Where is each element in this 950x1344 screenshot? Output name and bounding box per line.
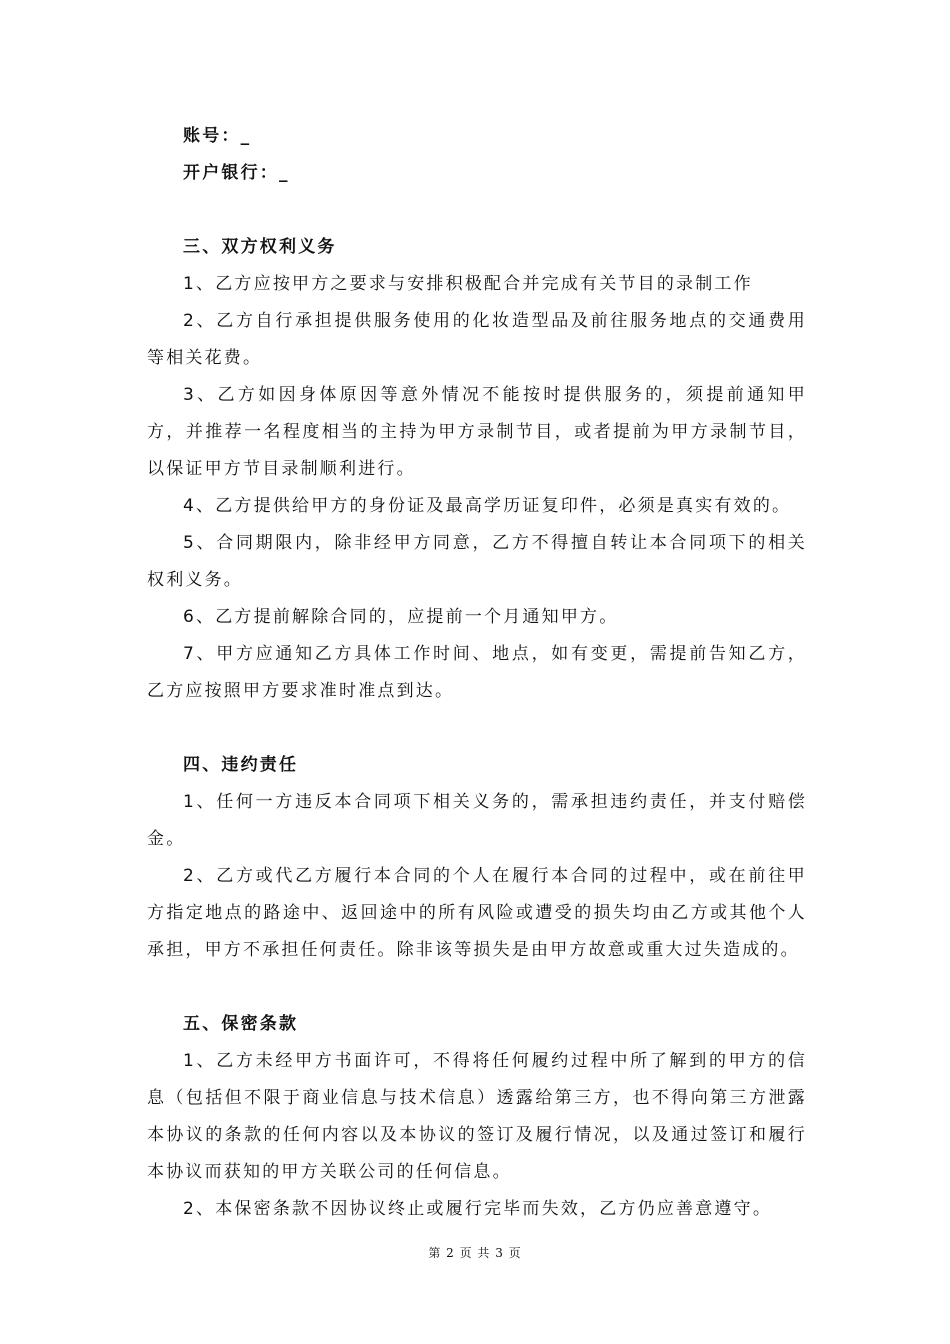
section-5-item-2: 2、本保密条款不因协议终止或履行完毕而失效，乙方仍应善意遵守。 — [183, 1199, 773, 1219]
page-number-footer: 第 2 页 共 3 页 — [428, 1246, 522, 1260]
section-3-item-5: 5、合同期限内，除非经甲方同意，乙方不得擅自转让本合同项下的相关权利义务。 — [147, 533, 807, 590]
section-3-title: 三、双方权利义务 — [183, 237, 337, 257]
section-3-item-1: 1、乙方应按甲方之要求与安排积极配合并完成有关节目的录制工作 — [183, 274, 753, 294]
account-number: 账号：_ — [183, 126, 252, 146]
document-body — [147, 118, 807, 1228]
section-3-item-4: 4、乙方提供给甲方的身份证及最高学历证复印件，必须是真实有效的。 — [183, 496, 792, 516]
section-4-item-2: 2、乙方或代乙方履行本合同的个人在履行本合同的过程中，或在前往甲方指定地点的路途中、返回途中的所有风险或遭受的损失均由乙方或其他个人承担，甲方不承担任何责任。除非该等损失是由甲方故意或重大过失造成的。 — [147, 866, 807, 960]
section-5-title: 五、保密条款 — [183, 1014, 299, 1034]
section-3-item-7: 7、甲方应通知乙方具体工作时间、地点，如有变更，需提前告知乙方，乙方应按照甲方要求准时准点到达。 — [147, 644, 807, 701]
spacer — [147, 969, 807, 1006]
spacer — [147, 192, 807, 229]
bank-name: 开户银行：_ — [183, 163, 290, 183]
section-3-item-6: 6、乙方提前解除合同的，应提前一个月通知甲方。 — [183, 607, 619, 627]
spacer — [147, 710, 807, 747]
section-4-title: 四、违约责任 — [183, 755, 299, 775]
section-3-item-2: 2、乙方自行承担提供服务使用的化妆造型品及前往服务地点的交通费用等相关花费。 — [147, 311, 807, 368]
section-3-item-3: 3、乙方如因身体原因等意外情况不能按时提供服务的，须提前通知甲方，并推荐一名程度相当的主持为甲方录制节目，或者提前为甲方录制节目，以保证甲方节目录制顺利进行。 — [147, 385, 807, 479]
section-5-item-1: 1、乙方未经甲方书面许可，不得将任何履约过程中所了解到的甲方的信息（包括但不限于商业信息与技术信息）透露给第三方，也不得向第三方泄露本协议的条款的任何内容以及本协议的签订及履行情况，以及通过签订和履行本协议而获知的甲方关联公司的任何信息。 — [147, 1051, 807, 1182]
section-4-item-1: 1、任何一方违反本合同项下相关义务的，需承担违约责任，并支付赔偿金。 — [147, 792, 807, 849]
